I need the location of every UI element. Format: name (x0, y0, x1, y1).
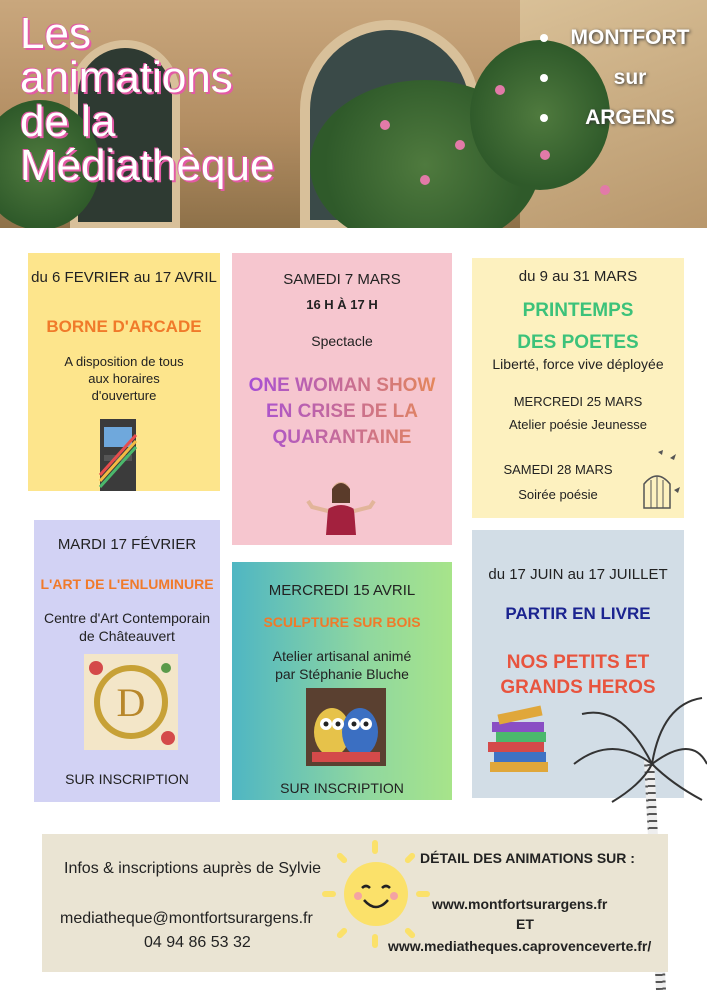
event-type: Spectacle (311, 333, 373, 349)
detail-label: DÉTAIL DES ANIMATIONS SUR : (420, 850, 635, 866)
book-stack-icon (486, 702, 552, 774)
website-link[interactable]: www.montfortsurargens.fr (432, 896, 608, 912)
bullet-dot (540, 114, 548, 122)
event-desc: Centre d'Art Contemporain (43, 610, 211, 626)
event-card-arcade (28, 253, 220, 491)
event-date: SAMEDI 7 MARS (283, 271, 401, 288)
title-line: Médiathèque (20, 141, 275, 190)
poster-title (20, 9, 350, 190)
title-line: animations (20, 53, 233, 102)
wooden-owls-image (306, 688, 386, 766)
event-desc: Soirée poésie (518, 487, 598, 502)
event-footer: SUR INSCRIPTION (280, 780, 404, 796)
flower (540, 150, 550, 160)
bullet-dot (540, 34, 548, 42)
event-desc: A disposition de tous (64, 354, 184, 369)
title-line: de la (20, 97, 116, 146)
contact-label: Infos & inscriptions auprès de Sylvie (64, 860, 322, 877)
bullet-dot (540, 74, 548, 82)
contact-phone: 04 94 86 53 32 (144, 934, 251, 951)
event-date: MERCREDI 25 MARS (513, 394, 643, 409)
flower (455, 140, 465, 150)
event-title: NOS PETITS ET (506, 652, 650, 673)
palm-tree-icon (572, 694, 707, 804)
event-date: MARDI 17 FÉVRIER (57, 536, 197, 553)
event-desc: aux horaires (88, 371, 160, 386)
event-title: DES POETES (517, 332, 639, 353)
event-desc: d'ouverture (91, 388, 157, 403)
event-title: QUARANTAINE (232, 425, 452, 451)
event-desc: par Stéphanie Bluche (275, 666, 409, 682)
birdcage-icon (632, 450, 682, 512)
event-date: MERCREDI 15 AVRIL (268, 582, 416, 599)
event-title: PARTIR EN LIVRE (505, 604, 651, 623)
event-card-show (232, 253, 452, 545)
title-line: Les (20, 9, 91, 58)
event-title: ONE WOMAN SHOW (232, 373, 452, 399)
event-card-sculpture (232, 562, 452, 800)
event-date: du 9 au 31 MARS (518, 268, 638, 285)
town-line: MONTFORT (570, 26, 690, 49)
event-title: L'ART DE L'ENLUMINURE (40, 576, 214, 592)
flower (380, 120, 390, 130)
town-name (540, 18, 700, 138)
event-time: 16 H À 17 H (306, 297, 378, 312)
and-label: ET (516, 916, 534, 932)
event-title: SCULPTURE SUR BOIS (263, 614, 421, 630)
contact-email[interactable]: mediatheque@montfortsurargens.fr (60, 910, 313, 927)
event-footer: SUR INSCRIPTION (65, 771, 189, 787)
event-subtitle: Liberté, force vive déployée (492, 356, 664, 372)
event-date: SAMEDI 28 MARS (503, 462, 613, 477)
flower (600, 185, 610, 195)
event-card-enluminure (34, 520, 220, 802)
event-title: GRANDS HEROS (500, 677, 656, 698)
svg-text:D: D (116, 680, 146, 725)
event-desc: Atelier poésie Jeunesse (508, 417, 648, 432)
flower (420, 175, 430, 185)
event-date: du 6 FEVRIER au 17 AVRIL (31, 269, 217, 286)
event-title: EN CRISE DE LA (232, 399, 452, 425)
event-desc: Atelier artisanal animé (272, 648, 412, 664)
illuminated-letter-image (84, 654, 178, 750)
arcade-cabinet-icon (90, 415, 150, 495)
town-line: ARGENS (585, 106, 675, 129)
flower (495, 85, 505, 95)
event-title: BORNE D'ARCADE (46, 317, 202, 336)
website-link[interactable]: www.mediatheques.caprovenceverte.fr/ (388, 938, 652, 954)
event-title: PRINTEMPS (522, 300, 634, 321)
woman-shrug-icon (306, 479, 376, 535)
town-line: sur (613, 66, 647, 89)
event-date: du 17 JUIN au 17 JUILLET (488, 566, 668, 583)
event-card-poetes (472, 258, 684, 518)
event-desc: de Châteauvert (79, 628, 175, 644)
hero-photo (0, 0, 707, 228)
